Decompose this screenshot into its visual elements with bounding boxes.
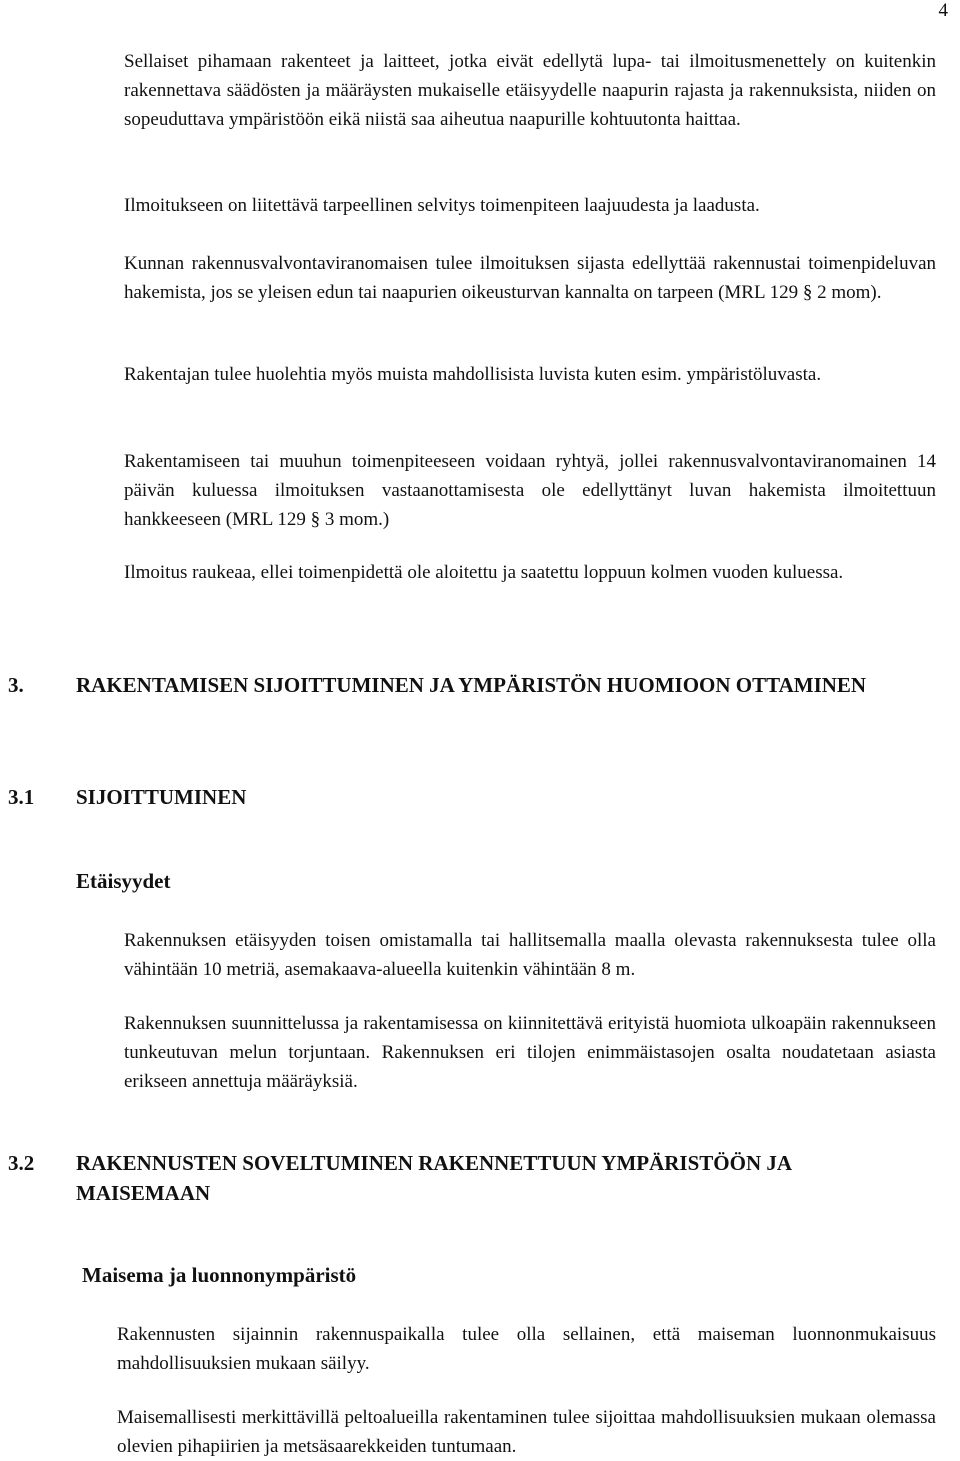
paragraph-start-of-work: Rakentamiseen tai muuhun toimenpiteeseen voidaan ryhtyä, jollei rakennusvalvontaviranomainen 14 päivän kuluessa ilmoituksen vastaanottamisesta ole edellyttänyt luvan hakemista ilmoitettuun hankkeeseen (MRL 129 § 3 mom.) <box>124 451 936 530</box>
page-number: 4 <box>938 0 948 21</box>
paragraph-setback-structures: Sellaiset pihamaan rakenteet ja laitteet, jotka eivät edellytä lupa- tai ilmoitusmenettely on kuitenkin rakennettava säädösten ja määräysten mukaiselle etäisyydelle naapurin rajasta ja rakennuksista, niiden on sopeuduttava ympäristöön eikä niistä saa aiheutua naapurille kohtuutonta haittaa. <box>124 51 936 130</box>
subheading-maisema: Maisema ja luonnonympäristö <box>82 1263 357 1287</box>
paragraph-notice-attachments: Ilmoitukseen on liitettävä tarpeellinen selvitys toimenpiteen laajuudesta ja laadusta. <box>124 195 760 216</box>
paragraph-noise-protection: Rakennuksen suunnittelussa ja rakentamisessa on kiinnitettävä erityistä huomiota ulkoapäin rakennukseen tunkeutuvan melun torjuntaan. Rakennuksen eri tilojen enimmäistasojen osalta noudatetaan asiasta erikseen annettuja määräyksiä. <box>124 1013 936 1092</box>
section-number: 3.2 <box>8 1151 35 1175</box>
section-number: 3. <box>8 673 24 697</box>
section-heading-3 <box>8 670 916 700</box>
paragraph-field-areas: Maisemallisesti merkittävillä peltoalueilla rakentaminen tulee sijoittaa mahdollisuuksien mukaan olemassa olevien pihapiirien ja metsäsaarekkeiden tuntumaan. <box>117 1407 936 1457</box>
paragraph-permit-requirement: Kunnan rakennusvalvontaviranomaisen tulee ilmoituksen sijasta edellyttää rakennustai toimenpideluvan hakemista, jos se yleisen edun tai naapurien oikeusturvan kannalta on tarpeen (MRL 129 § 2 mom). <box>124 253 936 303</box>
paragraph-landscape-naturalness: Rakennusten sijainnin rakennuspaikalla tulee olla sellainen, että maiseman luonnonmukaisuus mahdollisuuksien mukaan säilyy. <box>117 1324 936 1374</box>
section-title: RAKENNUSTEN SOVELTUMINEN RAKENNETTUUN YMPÄRISTÖÖN JA MAISEMAAN <box>76 1151 791 1205</box>
section-title: RAKENTAMISEN SIJOITTUMINEN JA YMPÄRISTÖN HUOMIOON OTTAMINEN <box>76 673 867 697</box>
paragraph-notice-expiry: Ilmoitus raukeaa, ellei toimenpidettä ole aloitettu ja saatettu loppuun kolmen vuoden kuluessa. <box>124 562 844 583</box>
subheading-etaisyydet: Etäisyydet <box>76 869 171 893</box>
section-title: SIJOITTUMINEN <box>76 785 247 809</box>
paragraph-building-distance: Rakennuksen etäisyyden toisen omistamalla tai hallitsemalla maalla olevasta rakennuksesta tulee olla vähintään 10 metriä, asemakaava-alueella kuitenkin vähintään 8 m. <box>124 930 936 980</box>
section-number: 3.1 <box>8 785 35 809</box>
paragraph-other-permits: Rakentajan tulee huolehtia myös muista mahdollisista luvista kuten esim. ympäristöluvasta. <box>124 364 822 385</box>
section-heading-3-1 <box>8 782 916 812</box>
section-heading-3-2 <box>8 1148 916 1208</box>
